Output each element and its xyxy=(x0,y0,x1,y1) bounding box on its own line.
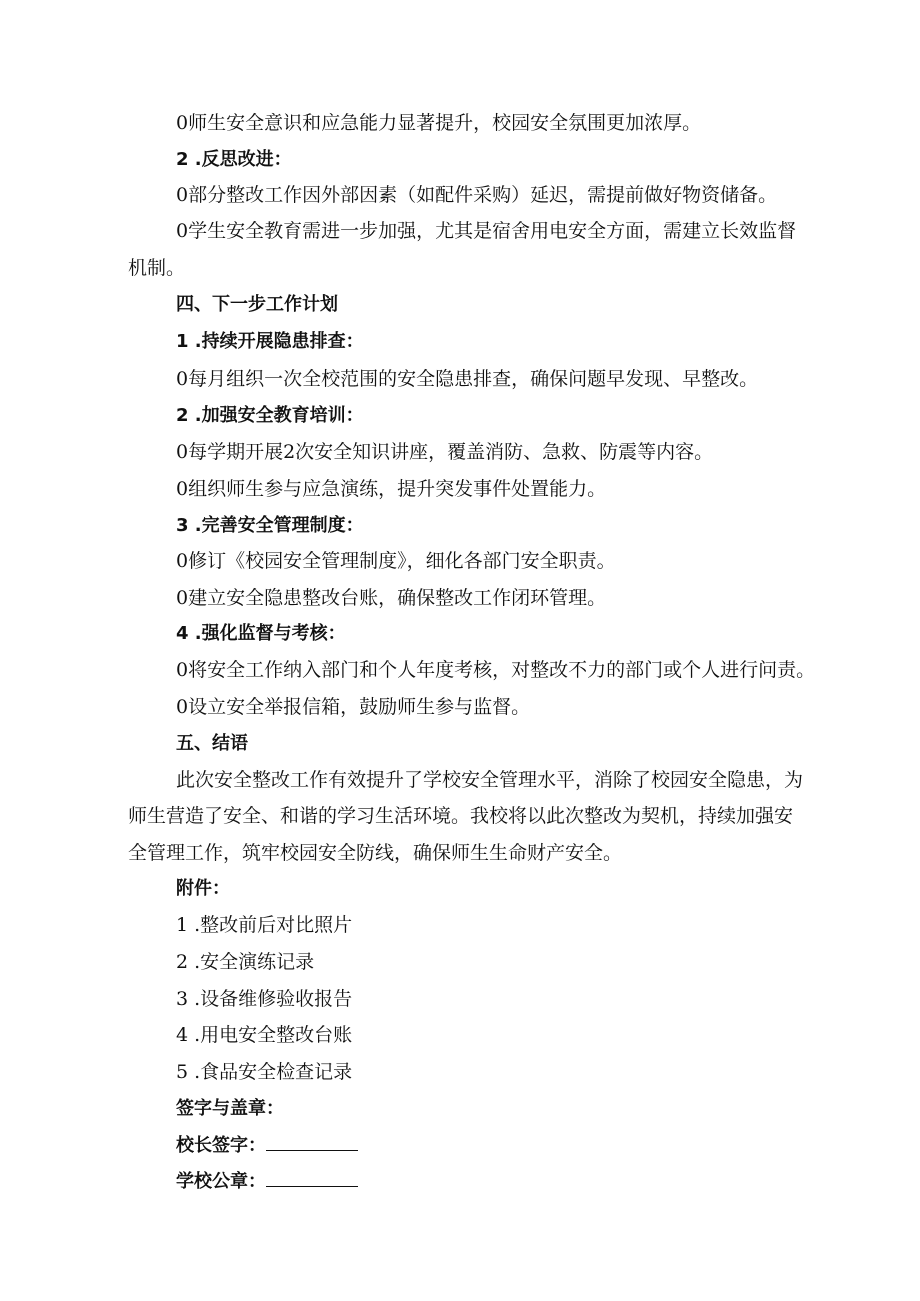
plan-s4-item-2: 0设立安全举报信箱，鼓励师生参与监督。 xyxy=(176,696,531,718)
plan-s3-item-2: 0建立安全隐患整改台账，确保整改工作闭环管理。 xyxy=(176,587,607,609)
plan-s2-item-1: 0每学期开展2次安全知识讲座，覆盖消防、急救、防震等内容。 xyxy=(176,441,714,463)
attachment-item: 1 .整改前后对比照片 xyxy=(176,914,353,936)
reflection-heading: 2 .反思改进： xyxy=(176,149,292,170)
plan-s3-item-1: 0修订《校园安全管理制度》，细化各部门安全职责。 xyxy=(176,550,616,572)
school-seal-row xyxy=(176,1168,358,1195)
conclusion-line-3: 全管理工作，筑牢校园安全防线，确保师生生命财产安全。 xyxy=(128,842,623,864)
result-line: 0师生安全意识和应急能力显著提升，校园安全氛围更加浓厚。 xyxy=(176,112,702,134)
plan-s2-heading: 2 .加强安全教育培训： xyxy=(176,405,364,426)
conclusion-line-2: 师生营造了安全、和谐的学习生活环境。我校将以此次整改为契机，持续加强安 xyxy=(128,805,794,827)
attachment-item: 2 .安全演练记录 xyxy=(176,951,315,973)
plan-s3-heading: 3 .完善安全管理制度： xyxy=(176,515,364,536)
signature-title: 签字与盖章： xyxy=(176,1098,284,1119)
reflection-item-2-line-1: 0学生安全教育需进一步加强，尤其是宿舍用电安全方面，需建立长效监督 xyxy=(176,220,797,242)
principal-signature-blank[interactable] xyxy=(266,1132,358,1151)
principal-signature-label: 校长签字： xyxy=(176,1135,266,1156)
plan-s1-heading: 1 .持续开展隐患排查： xyxy=(176,331,364,352)
plan-section-title: 四、下一步工作计划 xyxy=(176,294,338,315)
school-seal-label: 学校公章： xyxy=(176,1171,266,1192)
attachment-item: 4 .用电安全整改台账 xyxy=(176,1024,353,1046)
conclusion-line-1: 此次安全整改工作有效提升了学校安全管理水平，消除了校园安全隐患，为 xyxy=(176,769,804,791)
plan-s1-item-1: 0每月组织一次全校范围的安全隐患排查，确保问题早发现、早整改。 xyxy=(176,368,759,390)
plan-s4-heading: 4 .强化监督与考核： xyxy=(176,623,346,644)
principal-signature-row xyxy=(176,1132,358,1159)
reflection-item-2-line-2: 机制。 xyxy=(128,257,186,279)
reflection-item-1: 0部分整改工作因外部因素（如配件采购）延迟，需提前做好物资储备。 xyxy=(176,184,778,206)
school-seal-blank[interactable] xyxy=(266,1168,358,1187)
attachments-title: 附件： xyxy=(176,878,230,899)
attachment-item: 3 .设备维修验收报告 xyxy=(176,988,353,1010)
plan-s4-item-1: 0将安全工作纳入部门和个人年度考核，对整改不力的部门或个人进行问责。 xyxy=(176,659,816,681)
conclusion-section-title: 五、结语 xyxy=(176,733,248,754)
plan-s2-item-2: 0组织师生参与应急演练，提升突发事件处置能力。 xyxy=(176,478,607,500)
attachment-item: 5 .食品安全检查记录 xyxy=(176,1061,353,1083)
